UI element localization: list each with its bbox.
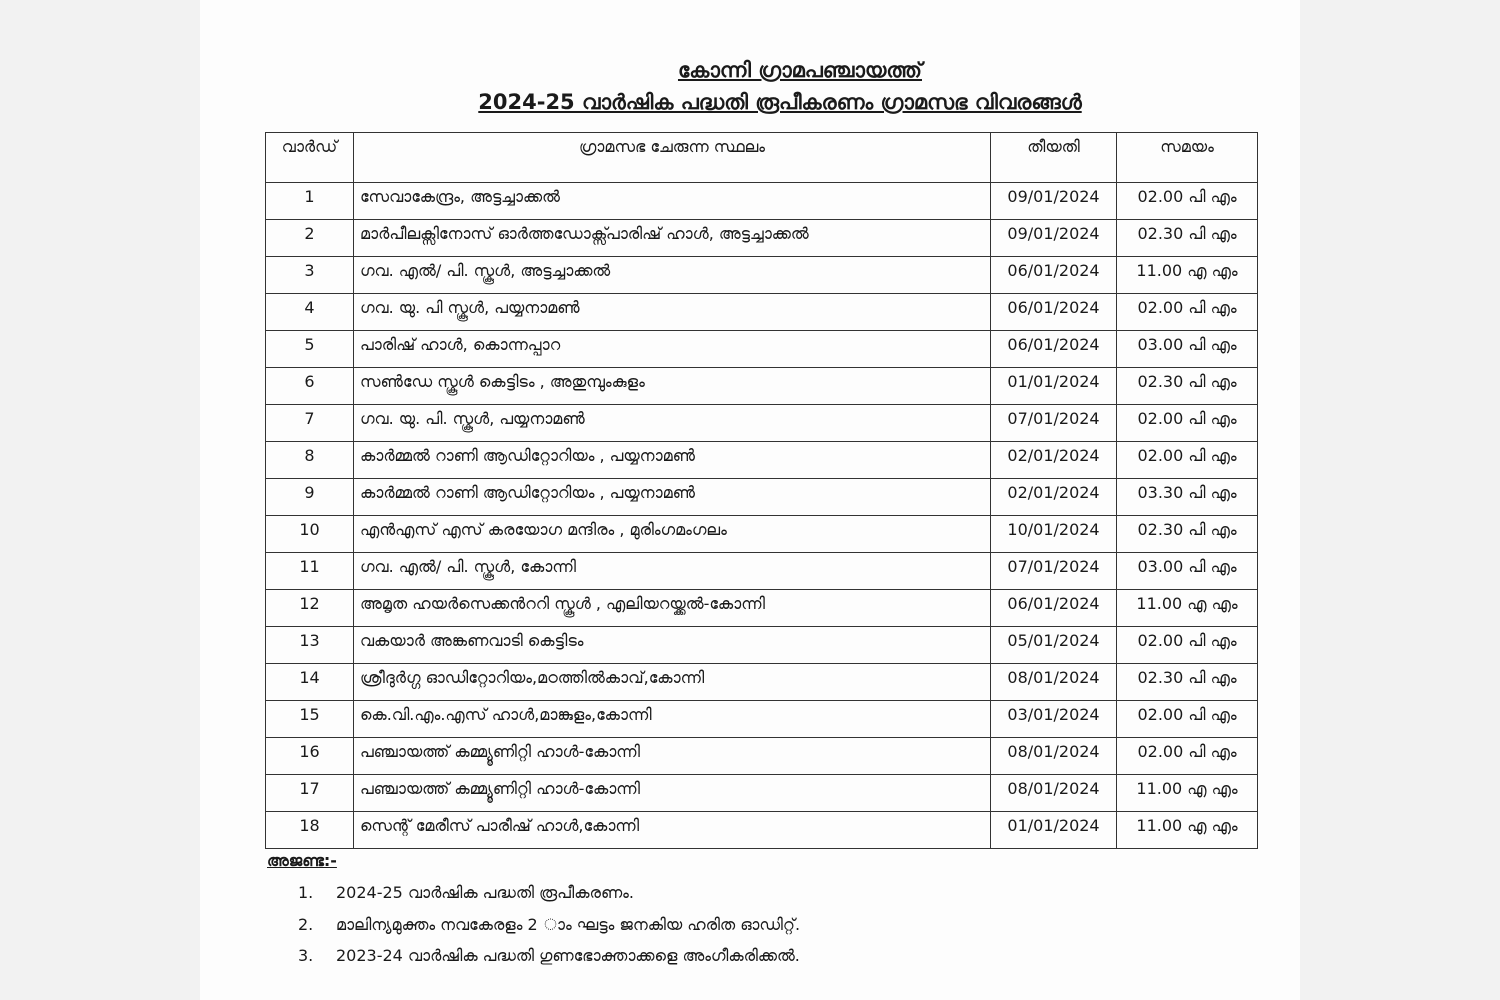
- time-cell: 03.30 പി എം: [1117, 479, 1258, 516]
- time-cell: 02.00 പി എം: [1117, 294, 1258, 331]
- place-cell: ശ്രീദുർഗ്ഗ ഓഡിറ്റോറിയം,മഠത്തിൽകാവ്,കോന്നി: [354, 664, 991, 701]
- date-cell: 07/01/2024: [991, 553, 1117, 590]
- agenda-item-text: മാലിന്യമുക്തം നവകേരളം 2 ാം ഘട്ടം ജനകിയ ഹരിത ഓഡിറ്റ്.: [336, 915, 801, 934]
- ward-cell: 15: [266, 701, 354, 738]
- table-row: [266, 664, 1258, 701]
- table-row: [266, 775, 1258, 812]
- date-cell: 09/01/2024: [991, 220, 1117, 257]
- time-cell: 02.00 പി എം: [1117, 701, 1258, 738]
- place-cell: കെ.വി.എം.എസ് ഹാൾ,മാങ്കുളം,കോന്നി: [354, 701, 991, 738]
- date-cell: 08/01/2024: [991, 738, 1117, 775]
- table-row: [266, 738, 1258, 775]
- time-cell: 11.00 എ എം: [1117, 812, 1258, 849]
- place-cell: പഞ്ചായത്ത് കമ്മ്യൂണിറ്റി ഹാൾ-കോന്നി: [354, 738, 991, 775]
- date-cell: 01/01/2024: [991, 812, 1117, 849]
- place-cell: വകയാർ അങ്കണവാടി കെട്ടിടം: [354, 627, 991, 664]
- time-cell: 02.00 പി എം: [1117, 627, 1258, 664]
- agenda-item-number: 2.: [298, 915, 314, 934]
- time-cell: 02.00 പി എം: [1117, 405, 1258, 442]
- place-cell: കാർമ്മൽ റാണി ആഡിറ്റോറിയം , പയ്യനാമൺ: [354, 442, 991, 479]
- ward-cell: 12: [266, 590, 354, 627]
- time-cell: 02.30 പി എം: [1117, 664, 1258, 701]
- date-cell: 06/01/2024: [991, 331, 1117, 368]
- column-header-place: ഗ്രാമസഭ ചേരുന്ന സ്ഥലം: [354, 133, 991, 183]
- agenda-item-text: 2023-24 വാർഷിക പദ്ധതി ഗുണഭോക്താക്കളെ അംഗീകരിക്കൽ.: [336, 946, 800, 965]
- date-cell: 09/01/2024: [991, 183, 1117, 220]
- time-cell: 11.00 എ എം: [1117, 257, 1258, 294]
- time-cell: 11.00 എ എം: [1117, 775, 1258, 812]
- agenda-item-number: 1.: [298, 883, 314, 902]
- date-cell: 05/01/2024: [991, 627, 1117, 664]
- place-cell: ഗവ. യു. പി സ്കൂൾ, പയ്യനാമൺ: [354, 294, 991, 331]
- time-cell: 03.00 പി എം: [1117, 331, 1258, 368]
- place-cell: സൺഡേ സ്കൂൾ കെട്ടിടം , അതുമ്പുംകുളം: [354, 368, 991, 405]
- date-cell: 02/01/2024: [991, 442, 1117, 479]
- agenda-item-number: 3.: [298, 946, 314, 965]
- ward-cell: 4: [266, 294, 354, 331]
- table-row: [266, 479, 1258, 516]
- place-cell: മാർപീലക്സിനോസ് ഓർത്തഡോക്സ്പാരിഷ് ഹാൾ, അട്ടച്ചാക്കൽ: [354, 220, 991, 257]
- ward-cell: 6: [266, 368, 354, 405]
- place-cell: ഗവ. എൽ/ പി. സ്കൂൾ, അട്ടച്ചാക്കൽ: [354, 257, 991, 294]
- place-cell: ഗവ. യു. പി. സ്കൂൾ, പയ്യനാമൺ: [354, 405, 991, 442]
- ward-cell: 2: [266, 220, 354, 257]
- place-cell: അമൃത ഹയർസെക്കൻററി സ്കൂൾ , എലിയറയ്ക്കൽ-കോന്നി: [354, 590, 991, 627]
- date-cell: 06/01/2024: [991, 257, 1117, 294]
- table-row: [266, 812, 1258, 849]
- time-cell: 02.00 പി എം: [1117, 738, 1258, 775]
- table-row: [266, 405, 1258, 442]
- place-cell: പാരിഷ് ഹാൾ, കൊന്നപ്പാറ: [354, 331, 991, 368]
- date-cell: 08/01/2024: [991, 775, 1117, 812]
- ward-cell: 11: [266, 553, 354, 590]
- date-cell: 03/01/2024: [991, 701, 1117, 738]
- table-row: [266, 701, 1258, 738]
- time-cell: 02.30 പി എം: [1117, 220, 1258, 257]
- ward-cell: 16: [266, 738, 354, 775]
- time-cell: 03.00 പി എം: [1117, 553, 1258, 590]
- table-row: [266, 220, 1258, 257]
- time-cell: 11.00 എ എം: [1117, 590, 1258, 627]
- place-cell: സെന്റ് മേരീസ് പാരീഷ് ഹാൾ,കോന്നി: [354, 812, 991, 849]
- place-cell: എൻഎസ് എസ് കരയോഗ മന്ദിരം , മുരിംഗമംഗലം: [354, 516, 991, 553]
- date-cell: 07/01/2024: [991, 405, 1117, 442]
- column-header-time: സമയം: [1117, 133, 1258, 183]
- ward-cell: 8: [266, 442, 354, 479]
- ward-cell: 18: [266, 812, 354, 849]
- table-row: [266, 368, 1258, 405]
- page-subtitle: 2024-25 വാർഷിക പദ്ധതി രൂപീകരണം ഗ്രാമസഭ വിവരങ്ങൾ: [478, 90, 1082, 114]
- ward-cell: 1: [266, 183, 354, 220]
- date-cell: 06/01/2024: [991, 590, 1117, 627]
- table-row: [266, 590, 1258, 627]
- gramasabha-schedule-table: [265, 132, 1258, 849]
- table-row: [266, 442, 1258, 479]
- table-header-row: [266, 133, 1258, 183]
- agenda-item: [298, 883, 634, 903]
- table-row: [266, 331, 1258, 368]
- place-cell: കാർമ്മൽ റാണി ആഡിറ്റോറിയം , പയ്യനാമൺ: [354, 479, 991, 516]
- time-cell: 02.30 പി എം: [1117, 368, 1258, 405]
- ward-cell: 3: [266, 257, 354, 294]
- agenda-item-text: 2024-25 വാർഷിക പദ്ധതി രൂപീകരണം.: [336, 883, 634, 902]
- agenda-item: [298, 915, 800, 935]
- agenda-item: [298, 946, 800, 966]
- ward-cell: 13: [266, 627, 354, 664]
- table-row: [266, 294, 1258, 331]
- time-cell: 02.30 പി എം: [1117, 516, 1258, 553]
- table-row: [266, 516, 1258, 553]
- date-cell: 10/01/2024: [991, 516, 1117, 553]
- agenda-heading: അജണ്ട:-: [267, 851, 337, 870]
- table-row: [266, 257, 1258, 294]
- table-row: [266, 553, 1258, 590]
- date-cell: 01/01/2024: [991, 368, 1117, 405]
- place-cell: സേവാകേന്ദ്രം, അട്ടച്ചാക്കൽ: [354, 183, 991, 220]
- place-cell: ഗവ. എൽ/ പി. സ്കൂൾ, കോന്നി: [354, 553, 991, 590]
- ward-cell: 9: [266, 479, 354, 516]
- ward-cell: 17: [266, 775, 354, 812]
- date-cell: 08/01/2024: [991, 664, 1117, 701]
- table-row: [266, 627, 1258, 664]
- page-title: കോന്നി ഗ്രാമപഞ്ചായത്ത്: [677, 58, 922, 82]
- ward-cell: 10: [266, 516, 354, 553]
- time-cell: 02.00 പി എം: [1117, 442, 1258, 479]
- date-cell: 02/01/2024: [991, 479, 1117, 516]
- ward-cell: 5: [266, 331, 354, 368]
- table-row: [266, 183, 1258, 220]
- ward-cell: 14: [266, 664, 354, 701]
- column-header-date: തീയതി: [991, 133, 1117, 183]
- time-cell: 02.00 പി എം: [1117, 183, 1258, 220]
- place-cell: പഞ്ചായത്ത് കമ്മ്യൂണിറ്റി ഹാൾ-കോന്നി: [354, 775, 991, 812]
- date-cell: 06/01/2024: [991, 294, 1117, 331]
- column-header-ward: വാർഡ്: [266, 133, 354, 183]
- ward-cell: 7: [266, 405, 354, 442]
